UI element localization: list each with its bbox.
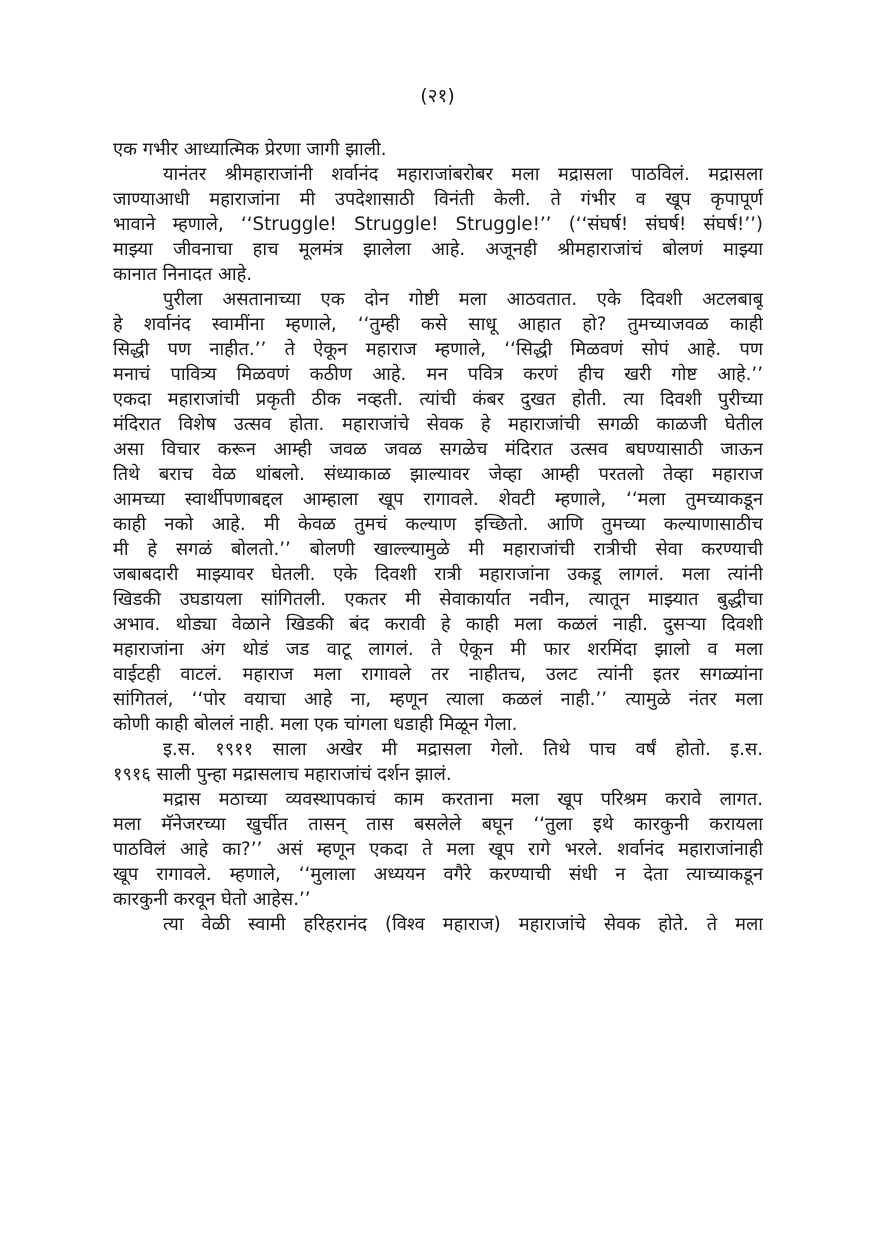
text-line: सांगितलं, ‘‘पोर वयाचा आहे ना, म्हणून त्याला कळलं नाही.’’ त्यामुळे नंतर मला — [113, 689, 763, 710]
text-line: कोणी काही बोललं नाही. मला एक चांगला धडाही मिळून गेला. — [113, 714, 518, 735]
paragraph-first-line: इ.स. १९११ साला अखेर मी मद्रासला गेलो. तिथे पाच वर्षं होतो. इ.स. — [163, 739, 763, 760]
text-line: १९१६ साली पुन्हा मद्रासलाच महाराजांचं दर्शन झालं. — [113, 764, 452, 785]
text-line: काही नको आहे. मी केवळ तुमचं कल्याण इच्छितो. आणि तुमच्या कल्याणासाठीच — [113, 514, 763, 535]
text-line: आमच्या स्वार्थीपणाबद्दल आम्हाला खूप रागावले. शेवटी म्हणाले, ‘‘मला तुमच्याकडून — [113, 489, 763, 510]
text-line: मी हे सगळं बोलतो.’’ बोलणी खाल्ल्यामुळे मी महाराजांची रात्रीची सेवा करण्याची — [113, 539, 763, 560]
paragraph-first-line: पुरीला असतानाच्या एक दोन गोष्टी मला आठवतात. एके दिवशी अटलबाबू — [163, 289, 763, 310]
text-line: अभाव. थोड्या वेळाने खिडकी बंद करावी हे काही मला कळलं नाही. दुसऱ्या दिवशी — [113, 614, 763, 635]
paragraph-first-line: मद्रास मठाच्या व्यवस्थापकाचं काम करताना मला खूप परिश्रम करावे लागत. — [163, 789, 763, 810]
text-line: कानात निनादत आहे. — [113, 264, 253, 285]
text-line: मनाचं पावित्र्य मिळवणं कठीण आहे. मन पवित्र करणं हीच खरी गोष्ट आहे.’’ — [113, 364, 763, 385]
text-line: एक गभीर आध्यात्मिक प्रेरणा जागी झाली. — [113, 139, 387, 160]
text-line: जाण्याआधी महाराजांना मी उपदेशासाठी विनंती केली. ते गंभीर व खूप कृपापूर्ण — [113, 189, 763, 210]
text-line: महाराजांना अंग थोडं जड वाटू लागलं. ते ऐकून मी फार शरमिंदा झालो व मला — [113, 639, 763, 660]
text-line: भावाने म्हणाले, ‘‘Struggle! Struggle! Struggle!’’ (‘‘संघर्ष! संघर्ष! संघर्ष!’’) — [113, 214, 763, 235]
body-text — [113, 137, 763, 937]
text-line: तिथे बराच वेळ थांबलो. संध्याकाळ झाल्यावर जेव्हा आम्ही परतलो तेव्हा महाराज — [113, 464, 763, 485]
text-line: खूप रागावले. म्हणाले, ‘‘मुलाला अध्ययन वगैरे करण्याची संधी न देता त्याच्याकडून — [113, 864, 763, 885]
text-line: असा विचार करून आम्ही जवळ जवळ सगळेच मंदिरात उत्सव बघण्यासाठी जाऊन — [113, 439, 763, 460]
paragraph-first-line: यानंतर श्रीमहाराजांनी शर्वानंद महाराजांबरोबर मला मद्रासला पाठविलं. मद्रासला — [163, 164, 763, 185]
text-line: मंदिरात विशेष उत्सव होता. महाराजांचे सेवक हे महाराजांची सगळी काळजी घेतील — [113, 414, 763, 435]
text-line: मला मॅनेजरच्या खुर्चीत तासन् तास बसलेले बघून ‘‘तुला इथे कारकुनी करायला — [113, 814, 763, 835]
text-line: खिडकी उघडायला सांगितली. एकतर मी सेवाकार्यात नवीन, त्यातून माझ्यात बुद्धीचा — [113, 589, 763, 610]
text-line: कारकुनी करवून घेतो आहेस.’’ — [113, 889, 311, 910]
text-line: हे शर्वानंद स्वामींना म्हणाले, ‘‘तुम्ही कसे साधू आहात हो? तुमच्याजवळ काही — [113, 314, 763, 335]
text-line: माझ्या जीवनाचा हाच मूलमंत्र झालेला आहे. अजूनही श्रीमहाराजांचं बोलणं माझ्या — [113, 239, 763, 260]
page-number: (२१) — [420, 85, 455, 107]
text-line: पाठविलं आहे का?’’ असं म्हणून एकदा ते मला खूप रागे भरले. शर्वानंद महाराजांनाही — [113, 839, 763, 860]
text-line: एकदा महाराजांची प्रकृती ठीक नव्हती. त्यांची कंबर दुखत होती. त्या दिवशी पुरीच्या — [113, 389, 763, 410]
paragraph-first-line: त्या वेळी स्वामी हरिहरानंद (विश्व महाराज) महाराजांचे सेवक होते. ते मला — [163, 914, 763, 935]
text-line: वाईटही वाटलं. महाराज मला रागावले तर नाहीतच, उलट त्यांनी इतर सगळ्यांना — [113, 664, 763, 685]
text-line: सिद्धी पण नाहीत.’’ ते ऐकून महाराज म्हणाले, ‘‘सिद्धी मिळवणं सोपं आहे. पण — [113, 339, 763, 360]
text-line: जबाबदारी माझ्यावर घेतली. एके दिवशी रात्री महाराजांना उकडू लागलं. मला त्यांनी — [113, 564, 763, 585]
